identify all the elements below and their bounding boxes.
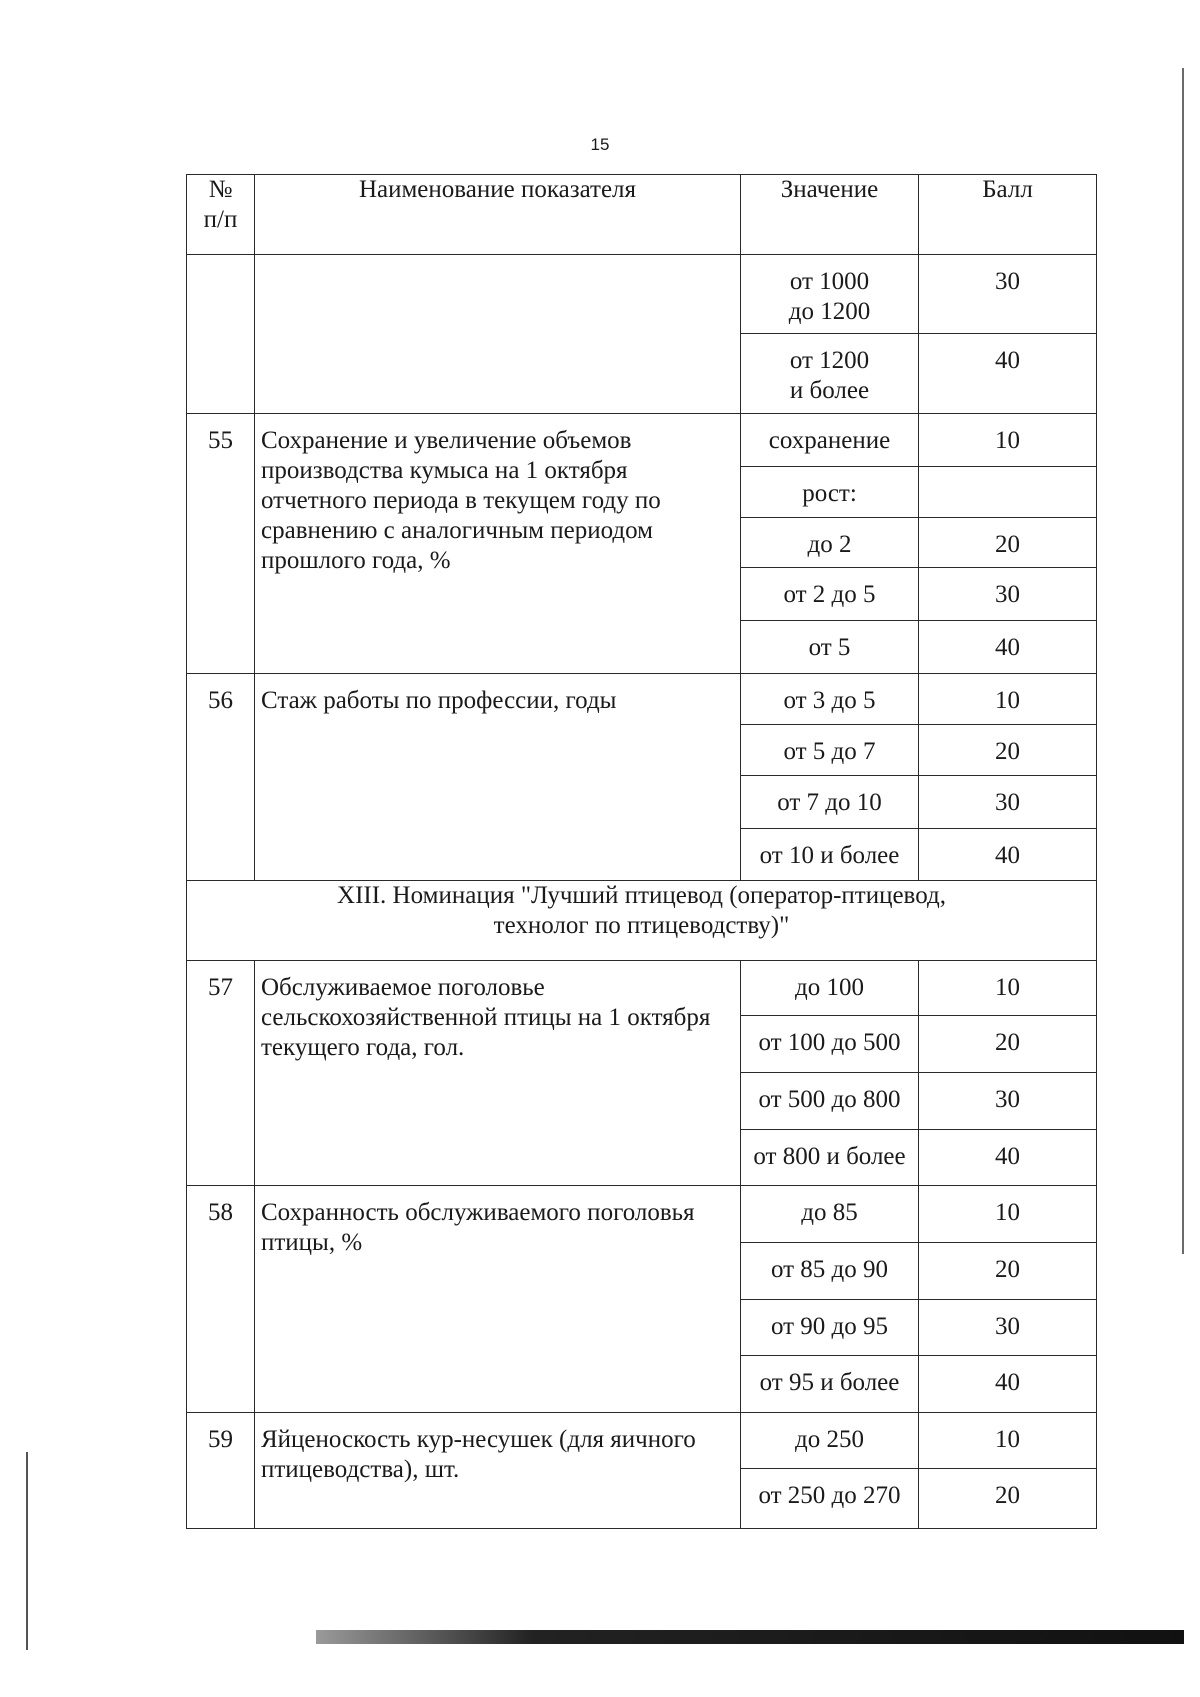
item-number: 58	[187, 1186, 255, 1413]
score-cell: 40	[919, 1356, 1097, 1413]
value-cell: сохранение	[741, 414, 919, 467]
item-number: 55	[187, 414, 255, 674]
header-number-symbol: №	[208, 176, 233, 203]
table-row	[187, 414, 1097, 467]
score-cell: 40	[919, 334, 1097, 414]
value-cell: от 2 до 5	[741, 568, 919, 621]
header-score: Балл	[919, 175, 1097, 255]
item-number: 56	[187, 674, 255, 881]
value-cell: от 7 до 10	[741, 776, 919, 829]
section-row	[187, 881, 1097, 961]
value-cell: от 500 до 800	[741, 1073, 919, 1130]
item-number: 57	[187, 961, 255, 1186]
value-cell: до 85	[741, 1186, 919, 1243]
header-value: Значение	[741, 175, 919, 255]
header-number	[187, 175, 255, 255]
empty-name-cell	[255, 255, 741, 414]
value-cell: от 85 до 90	[741, 1243, 919, 1300]
score-cell: 10	[919, 414, 1097, 467]
section-title-line: технолог по птицеводству)"	[493, 912, 790, 939]
value-cell: от 10 и более	[741, 829, 919, 881]
table-row	[187, 674, 1097, 725]
score-cell: 40	[919, 621, 1097, 674]
header-number-abbr: п/п	[203, 206, 238, 233]
scan-edge-bar	[316, 1630, 1184, 1644]
score-cell: 20	[919, 725, 1097, 776]
indicator-name: Сохранность обслуживаемого поголовья птицы, %	[255, 1186, 741, 1413]
value-cell: от 5 до 7	[741, 725, 919, 776]
section-title-line: XIII. Номинация "Лучший птицевод (оператор-птицевод,	[337, 882, 946, 909]
value-cell: до 250	[741, 1413, 919, 1469]
score-cell: 10	[919, 1186, 1097, 1243]
scan-edge-line	[26, 1452, 28, 1650]
empty-number-cell	[187, 255, 255, 414]
score-cell: 20	[919, 518, 1097, 568]
value-line: от 1200	[789, 347, 870, 374]
indicator-name: Сохранение и увеличение объемов производства кумыса на 1 октября отчетного периода в текущем году по сравнению с аналогичным периодом прошлого года, %	[255, 414, 741, 674]
value-cell: от 90 до 95	[741, 1300, 919, 1356]
score-cell: 30	[919, 1073, 1097, 1130]
value-cell: от 3 до 5	[741, 674, 919, 725]
score-cell: 20	[919, 1469, 1097, 1529]
scoring-table	[186, 174, 1097, 1529]
value-cell: от 250 до 270	[741, 1469, 919, 1529]
page-number: 15	[590, 135, 610, 154]
scan-edge-line	[1182, 68, 1184, 1254]
score-cell: 20	[919, 1016, 1097, 1073]
value-line: от 1000	[789, 268, 870, 295]
value-cell	[741, 334, 919, 414]
value-cell: рост:	[741, 467, 919, 518]
value-cell: от 5	[741, 621, 919, 674]
item-number: 59	[187, 1413, 255, 1529]
score-cell: 20	[919, 1243, 1097, 1300]
value-cell: до 2	[741, 518, 919, 568]
value-cell: от 100 до 500	[741, 1016, 919, 1073]
value-cell	[741, 255, 919, 334]
value-cell: от 95 и более	[741, 1356, 919, 1413]
header-indicator-name: Наименование показателя	[255, 175, 741, 255]
table-row	[187, 1413, 1097, 1469]
score-cell: 30	[919, 568, 1097, 621]
value-line: до 1200	[788, 298, 871, 325]
score-cell: 30	[919, 776, 1097, 829]
value-cell: от 800 и более	[741, 1130, 919, 1186]
score-cell: 40	[919, 1130, 1097, 1186]
indicator-name: Стаж работы по профессии, годы	[255, 674, 741, 881]
value-cell: до 100	[741, 961, 919, 1016]
score-cell	[919, 467, 1097, 518]
score-cell: 30	[919, 255, 1097, 334]
score-cell: 10	[919, 674, 1097, 725]
score-cell: 10	[919, 961, 1097, 1016]
score-cell: 30	[919, 1300, 1097, 1356]
indicator-name: Яйценоскость кур-несушек (для яичного птицеводства), шт.	[255, 1413, 741, 1529]
section-heading	[187, 881, 1097, 961]
score-cell: 10	[919, 1413, 1097, 1469]
table-row	[187, 1186, 1097, 1243]
indicator-name: Обслуживаемое поголовье сельскохозяйственной птицы на 1 октября текущего года, гол.	[255, 961, 741, 1186]
value-line: и более	[789, 377, 870, 404]
header-row	[187, 175, 1097, 255]
table-row	[187, 961, 1097, 1016]
score-cell: 40	[919, 829, 1097, 881]
table-row	[187, 255, 1097, 334]
